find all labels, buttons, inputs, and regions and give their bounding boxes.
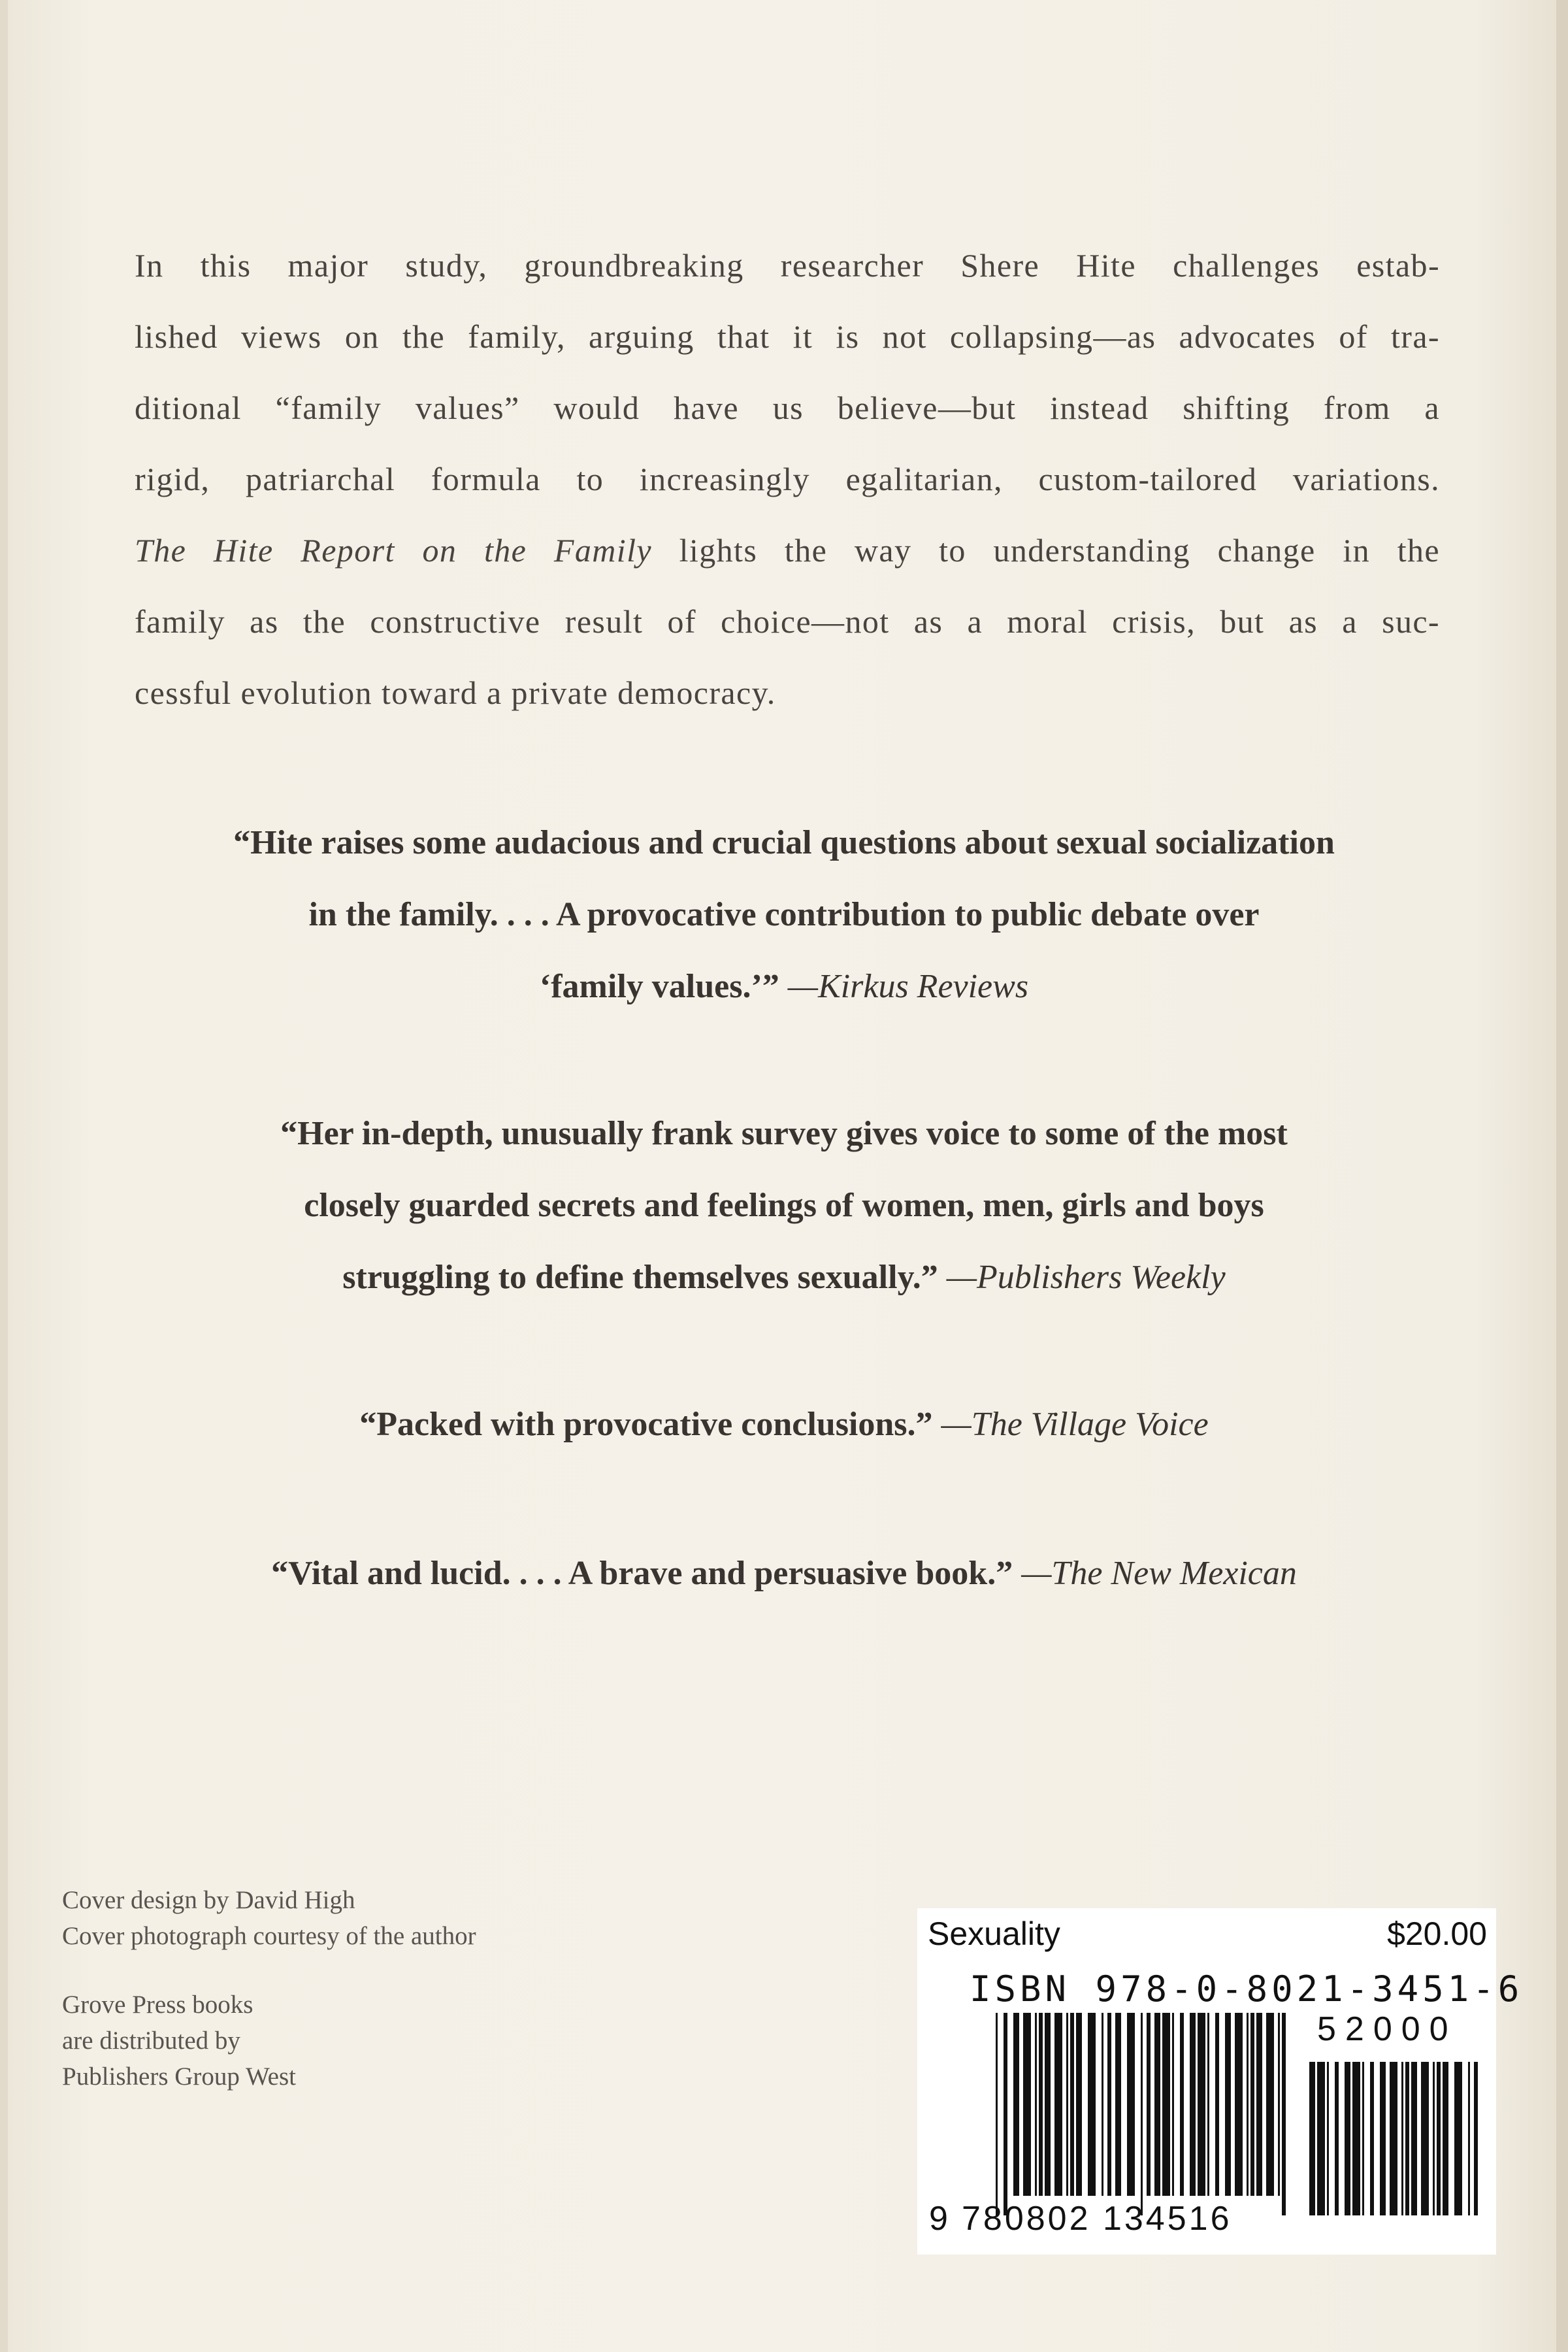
barcode-bar xyxy=(1180,2013,1184,2196)
barcode-bar xyxy=(1225,2013,1231,2196)
quote-line: “Her in-depth, unusually frank survey gives voice to some of the most xyxy=(280,1115,1288,1152)
ean-bars xyxy=(996,2013,1286,2215)
barcode-bar xyxy=(1198,2013,1205,2196)
quote-line: “Hite raises some audacious and crucial questions about sexual socialization xyxy=(233,824,1335,861)
barcode-bar xyxy=(1437,2062,1441,2215)
barcode-bar xyxy=(1141,2013,1143,2215)
barcode-bar xyxy=(996,2013,998,2215)
barcode-bar xyxy=(1317,2062,1325,2215)
barcode-bar xyxy=(1421,2062,1429,2215)
barcode-bar xyxy=(1207,2013,1209,2196)
barcode-bar xyxy=(1454,2062,1462,2215)
barcode-bar xyxy=(1004,2013,1007,2215)
barcode-bar xyxy=(1266,2013,1274,2196)
barcode-bar xyxy=(1335,2062,1339,2215)
barcode-bar xyxy=(1256,2013,1262,2196)
barcode-bar xyxy=(1162,2013,1170,2196)
barcode-bar xyxy=(1107,2013,1111,2196)
barcode-bar xyxy=(1362,2062,1364,2215)
barcode-bar xyxy=(1401,2062,1403,2215)
barcode-digits: 780802 134516 xyxy=(962,2200,1232,2238)
blurb-line: lished views on the family, arguing that it is not collapsing—as advocates of tra- xyxy=(135,318,1440,355)
barcode-bar xyxy=(1035,2013,1037,2196)
barcode-bar xyxy=(1468,2062,1470,2215)
barcode-bar xyxy=(1405,2062,1409,2215)
barcode-bar xyxy=(1013,2013,1019,2196)
barcode-bar xyxy=(1390,2062,1397,2215)
barcode-bar xyxy=(1327,2062,1329,2215)
barcode-bar xyxy=(1215,2013,1219,2196)
blurb-line-with-title xyxy=(135,515,1440,586)
barcode-bar xyxy=(1088,2013,1096,2196)
quote-line-with-source xyxy=(118,1538,1450,1610)
blurb-line: rigid, patriarchal formula to increasingly egalitarian, custom-tailored variations. xyxy=(135,461,1440,497)
blurb-line: ditional “family values” would have us believe—but instead shifting from a xyxy=(135,389,1440,426)
review-quote-kirkus xyxy=(118,807,1450,1023)
credit-line: Cover design by David High xyxy=(62,1886,355,1914)
barcode-bar xyxy=(1345,2062,1350,2215)
price-label: $20.00 xyxy=(1387,1915,1487,1952)
review-quote-new-mexican xyxy=(118,1538,1450,1610)
barcode-bar xyxy=(1045,2013,1051,2196)
credit-line: Cover photograph courtesy of the author xyxy=(62,1922,476,1950)
barcode-bar xyxy=(1172,2013,1174,2196)
review-quote-publishers-weekly xyxy=(118,1098,1450,1314)
quote-source: —The New Mexican xyxy=(1021,1555,1297,1592)
quote-line: “Packed with provocative conclusions.” xyxy=(359,1406,933,1443)
blurb-line: In this major study, groundbreaking researcher Shere Hite challenges estab- xyxy=(135,247,1440,284)
quote-source: —The Village Voice xyxy=(941,1406,1209,1443)
barcode-bar xyxy=(1433,2062,1435,2215)
cover-right-edge xyxy=(1556,0,1568,2352)
distribution-note xyxy=(62,1987,296,2095)
quote-line-with-source xyxy=(118,951,1450,1023)
barcode-bar xyxy=(1039,2013,1043,2196)
barcode-bar xyxy=(1023,2013,1031,2196)
quote-source: —Kirkus Reviews xyxy=(787,968,1029,1005)
credit-line: Publishers Group West xyxy=(62,2062,296,2091)
blurb-line: lights the way to understanding change in the xyxy=(679,532,1440,569)
barcode-bar xyxy=(1370,2062,1374,2215)
cover-credits xyxy=(62,1882,476,1954)
barcode-bar xyxy=(1054,2013,1062,2196)
barcode-bar xyxy=(1102,2013,1103,2196)
barcode-bar xyxy=(1380,2062,1386,2215)
barcode-bar xyxy=(1235,2013,1243,2196)
barcode-bar xyxy=(1066,2013,1068,2196)
barcode-first-digit: 9 xyxy=(929,2200,948,2238)
cover-left-edge xyxy=(0,0,8,2352)
blurb-line: family as the constructive result of choice—not as a moral crisis, but as a suc- xyxy=(135,603,1440,640)
barcode-bar xyxy=(1127,2013,1135,2196)
blurb-line: cessful evolution toward a private democracy. xyxy=(135,674,776,711)
barcode-bar xyxy=(1147,2013,1151,2196)
credit-line: Grove Press books xyxy=(62,1991,253,2019)
credit-line: are distributed by xyxy=(62,2027,240,2055)
quote-line: ‘family values.’” xyxy=(539,968,779,1005)
barcode-bar xyxy=(1278,2013,1280,2196)
quote-source: —Publishers Weekly xyxy=(946,1259,1226,1296)
review-quote-village-voice xyxy=(118,1389,1450,1461)
barcode-bar xyxy=(1309,2062,1315,2215)
quote-line: struggling to define themselves sexually.” xyxy=(342,1259,938,1296)
addon-bars xyxy=(1309,2062,1478,2215)
barcode-bar xyxy=(1352,2062,1360,2215)
description-blurb xyxy=(135,230,1440,729)
quote-line: “Vital and lucid. . . . A brave and persuasive book.” xyxy=(271,1555,1013,1592)
barcode-label xyxy=(917,1908,1524,2255)
barcode-bar xyxy=(1190,2013,1196,2196)
barcode-bar xyxy=(1411,2062,1417,2215)
book-title: The Hite Report on the Family xyxy=(135,532,652,569)
barcode-bar xyxy=(1250,2013,1254,2196)
quote-line: closely guarded secrets and feelings of women, men, girls and boys xyxy=(304,1187,1264,1224)
barcode-bar xyxy=(1070,2013,1074,2196)
isbn-text: ISBN 978-0-8021-3451-6 xyxy=(970,1968,1524,2010)
quote-line-with-source xyxy=(118,1389,1450,1461)
category-label: Sexuality xyxy=(928,1915,1060,1952)
addon-digits: 52000 xyxy=(1317,2010,1458,2048)
barcode-bar xyxy=(1115,2013,1121,2196)
quote-line: in the family. . . . A provocative contribution to public debate over xyxy=(308,896,1260,933)
barcode-bar xyxy=(1076,2013,1082,2196)
barcode-bar xyxy=(1282,2013,1286,2215)
barcode-bar xyxy=(1443,2062,1448,2215)
quote-line-with-source xyxy=(118,1242,1450,1314)
barcode-bar xyxy=(1154,2013,1160,2196)
barcode-bar xyxy=(1474,2062,1478,2215)
barcode-bar xyxy=(1247,2013,1249,2196)
